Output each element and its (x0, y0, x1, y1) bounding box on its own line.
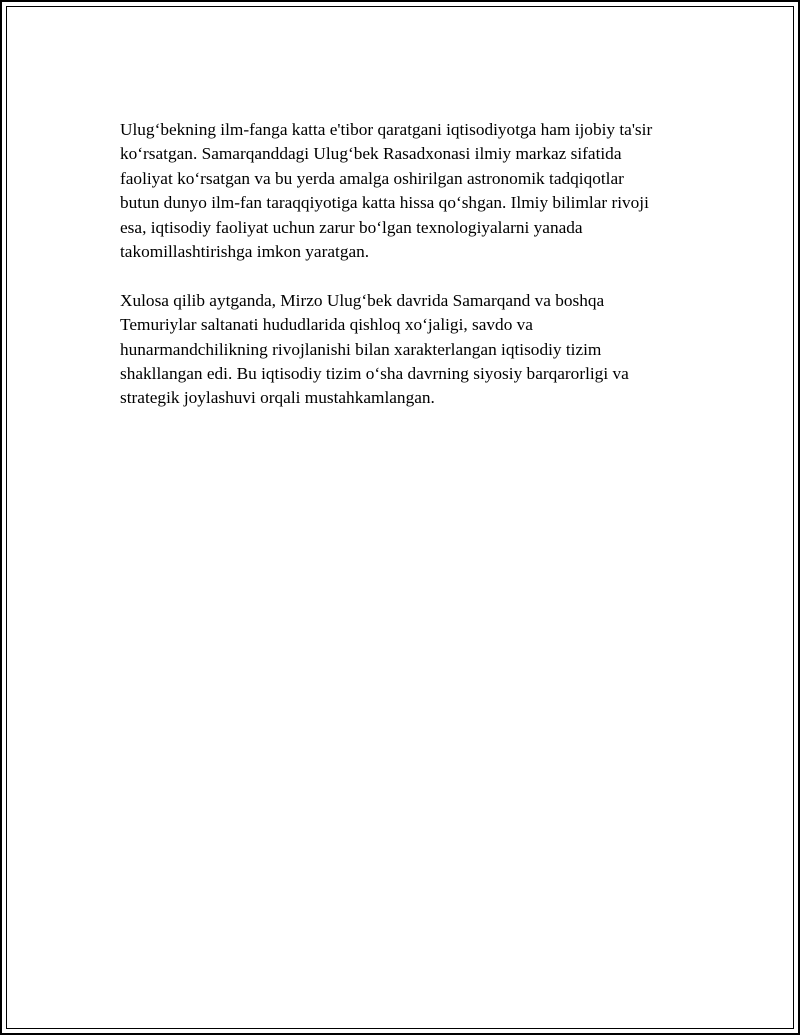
paragraph-line: strategik joylashuvi orqali mustahkamlangan. (120, 388, 435, 408)
paragraph-line: faoliyat ko‘rsatgan va bu yerda amalga oshirilgan astronomik tadqiqotlar (120, 168, 624, 188)
paragraph-line: butun dunyo ilm-fan taraqqiyotiga katta hissa qo‘shgan. Ilmiy bilimlar rivoji (120, 193, 649, 213)
paragraph-line: Xulosa qilib aytganda, Mirzo Ulug‘bek davrida Samarqand va boshqa (120, 290, 605, 310)
paragraph-line: Ulug‘bekning ilm-fanga katta e'tibor qaratgani iqtisodiyotga ham ijobiy ta'sir (120, 120, 653, 139)
paragraph-line: shakllangan edi. Bu iqtisodiy tizim o‘sha davrning siyosiy barqarorligi va (120, 364, 629, 384)
paragraph-line: hunarmandchilikning rivojlanishi bilan xarakterlangan iqtisodiy tizim (120, 339, 602, 359)
document-body (120, 118, 700, 435)
paragraph-line: ko‘rsatgan. Samarqanddagi Ulug‘bek Rasadxonasi ilmiy markaz sifatida (120, 144, 622, 164)
paragraph-line: takomillashtirishga imkon yaratgan. (120, 242, 370, 262)
paragraph-line: esa, iqtisodiy faoliyat uchun zarur bo‘lgan texnologiyalarni yanada (120, 217, 583, 237)
paragraph-2 (120, 289, 700, 411)
paragraph-line: Temuriylar saltanati hududlarida qishloq xo‘jaligi, savdo va (120, 315, 533, 335)
paragraph-1 (120, 118, 700, 264)
